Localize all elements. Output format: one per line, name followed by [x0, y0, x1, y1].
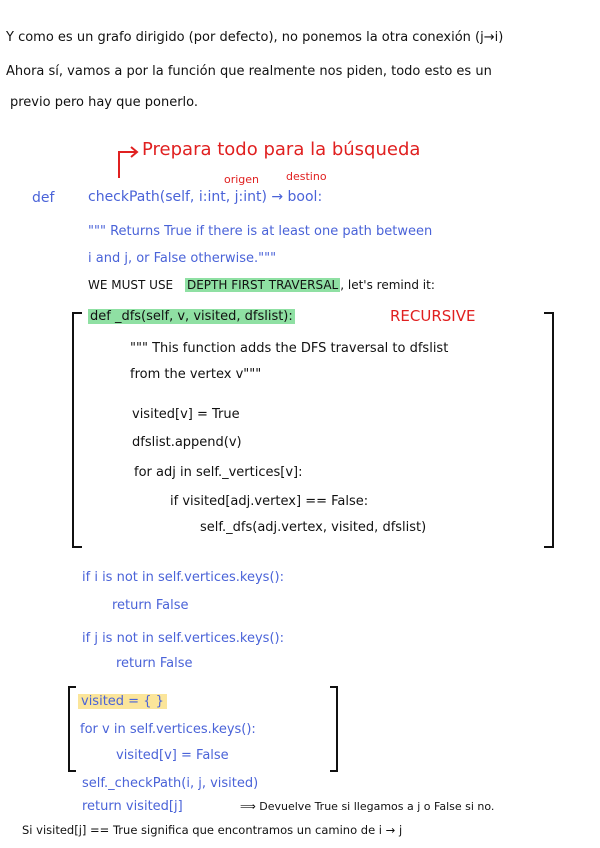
- final-note: Si visited[j] == True significa que encontramos un camino de i → j: [22, 823, 403, 837]
- return-visited: return visited[j]: [82, 799, 183, 814]
- visited-assign: visited[v] = False: [116, 748, 229, 763]
- dfs-note-suffix: , let's remind it:: [340, 278, 435, 292]
- dfs-note: [88, 278, 435, 292]
- init-bracket-right: [330, 686, 338, 772]
- dfs-doc-line-1: """ This function adds the DFS traversal to dfslist: [130, 341, 449, 356]
- check-j: if j is not in self.vertices.keys():: [82, 631, 284, 646]
- visited-init: visited = { }: [78, 694, 167, 709]
- intro-line-2: Ahora sí, vamos a por la función que realmente nos piden, todo esto es un: [6, 64, 492, 79]
- dfs-code-5: self._dfs(adj.vertex, visited, dfslist): [200, 520, 427, 535]
- intro-line-1: Y como es un grafo dirigido (por defecto), no ponemos la otra conexión (j→i): [6, 30, 504, 45]
- visited-init-line: [78, 694, 167, 709]
- dfs-doc-line-2: from the vertex v""": [130, 367, 262, 382]
- dfs-code-3: for adj in self._vertices[v]:: [134, 465, 303, 480]
- return-false-j: return False: [116, 656, 193, 671]
- def-keyword: def: [32, 190, 55, 206]
- function-signature: checkPath(self, i:int, j:int) → bool:: [88, 189, 323, 205]
- docstring-line-1: """ Returns True if there is at least one path between: [88, 224, 433, 239]
- return-false-i: return False: [112, 598, 189, 613]
- dfs-note-highlight: DEPTH FIRST TRAVERSAL: [186, 278, 339, 292]
- dfs-note-prefix: WE MUST USE: [88, 278, 174, 292]
- intro-line-3: previo pero hay que ponerlo.: [10, 95, 199, 110]
- dfs-bracket-left: [72, 312, 82, 548]
- dfs-code-4: if visited[adj.vertex] == False:: [170, 494, 369, 509]
- heading: Prepara todo para la búsqueda: [142, 139, 421, 160]
- label-origin: origen: [224, 173, 260, 186]
- return-note: ⟹ Devuelve True si llegamos a j o False si no.: [240, 800, 495, 813]
- for-vertices: for v in self.vertices.keys():: [80, 722, 256, 737]
- check-path-call: self._checkPath(i, j, visited): [82, 776, 259, 791]
- dfs-code-1: visited[v] = True: [132, 407, 240, 422]
- dfs-def: def _dfs(self, v, visited, dfslist):: [90, 309, 293, 324]
- dfs-bracket-right: [544, 312, 554, 548]
- recursive-label: RECURSIVE: [390, 307, 476, 325]
- label-destination: destino: [286, 170, 327, 183]
- docstring-line-2: i and j, or False otherwise.""": [88, 251, 277, 266]
- dfs-code-2: dfslist.append(v): [132, 435, 242, 450]
- init-bracket-left: [68, 686, 76, 772]
- check-i: if i is not in self.vertices.keys():: [82, 570, 284, 585]
- dfs-def-line: [88, 309, 295, 324]
